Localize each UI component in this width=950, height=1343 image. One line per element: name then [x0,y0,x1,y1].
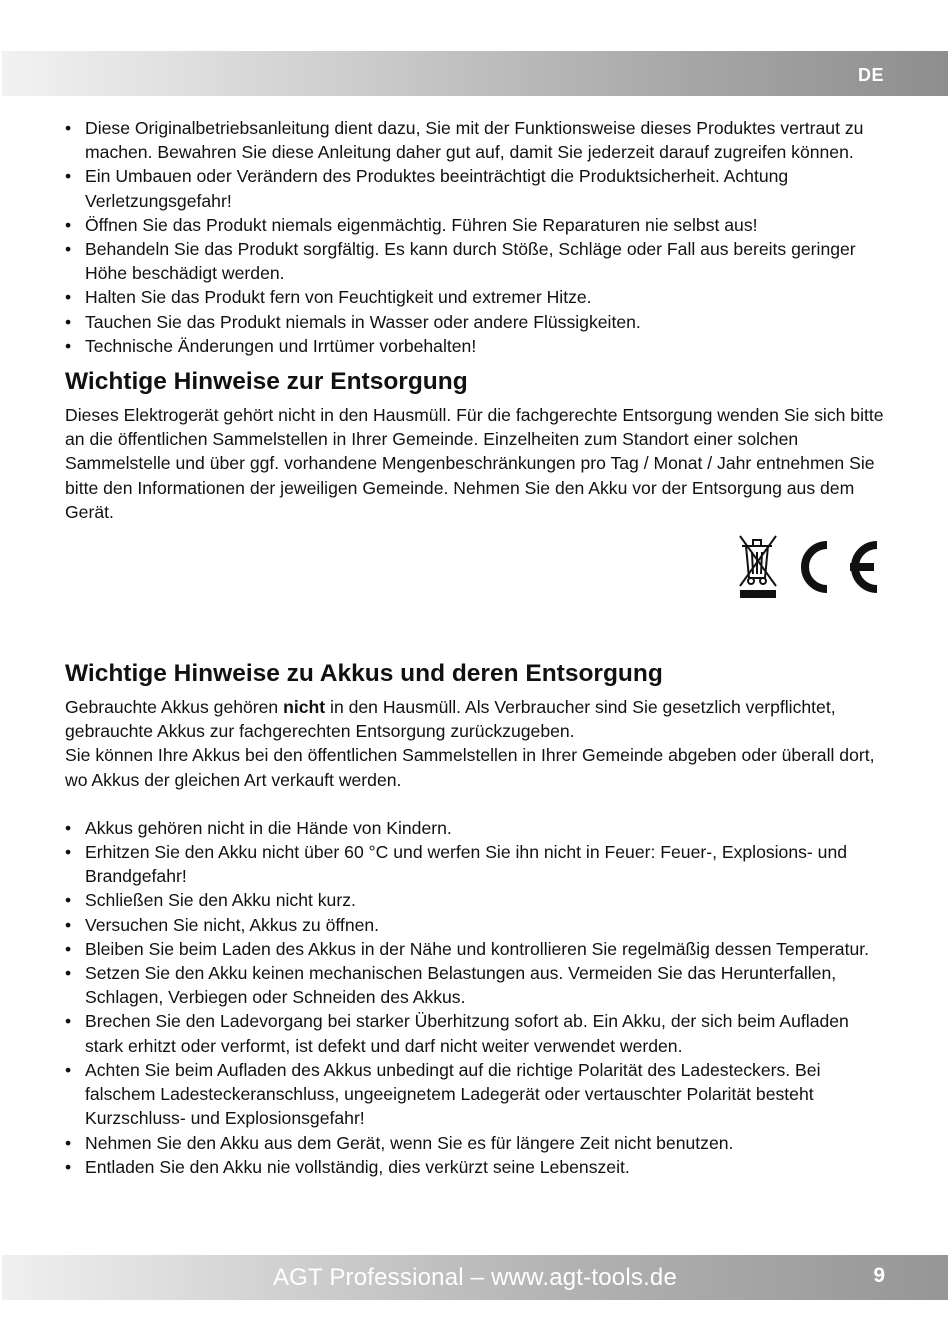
battery-p1-start: Gebrauchte Akkus gehören [65,697,284,718]
bullet-icon: • [65,1132,72,1153]
list-item-text: Ein Umbauen oder Verändern des Produktes beeinträchtigt die Produktsicherheit. Achtung Verletzungsgefahr! [85,166,789,211]
list-item-text: Brechen Sie den Ladevorgang bei starker Überhitzung sofort ab. Ein Akku, der sich beim Aufladen stark erhitzt oder verformt, ist defekt und darf nicht weiter verwendet werden. [85,1011,849,1056]
list-item [65,937,890,961]
header-bar [2,51,948,96]
disposal-paragraph: Dieses Elektrogerät gehört nicht in den Hausmüll. Für die fachgerechte Entsorgung wenden Sie sich bitte an die öffentlichen Sammelstellen in Ihrer Gemeinde. Einzelheiten zum Standort einer solchen Sammelstelle und über ggf. vorhandene Mengenbeschränkungen pro Tag / Monat / Jahr entnehmen Sie bitte den Informationen der jeweiligen Gemeinde. Nehmen Sie den Akku vor der Entsorgung aus dem Gerät. [65,405,884,522]
battery-bullet-list [65,816,890,1179]
spacer [65,792,890,816]
list-item-text: Öffnen Sie das Produkt niemals eigenmächtig. Führen Sie Reparaturen nie selbst aus! [85,214,758,235]
list-item [65,888,890,912]
list-item [65,116,890,164]
list-item [65,1009,890,1057]
battery-paragraph-1 [65,695,890,743]
list-item [65,1058,890,1131]
language-label: DE [857,65,884,85]
bullet-icon: • [65,239,72,260]
bullet-icon: • [65,311,72,332]
list-item-text: Technische Änderungen und Irrtümer vorbehalten! [85,335,477,356]
bullet-icon: • [65,914,72,935]
ce-mark-icon [805,545,877,589]
list-item [65,816,890,840]
battery-p1-end: in den Hausmüll. Als Verbraucher sind Sie gesetzlich verpflichtet, gebrauchte Akkus zur fachgerechten Entsorgung zurückzugeben. [65,697,836,742]
list-item [65,334,890,358]
disposal-heading: Wichtige Hinweise zur Entsorgung [65,368,468,396]
weee-crossed-bin-icon [740,536,776,586]
bullet-icon: • [65,166,72,187]
list-item [65,961,890,1009]
footer-bar [2,1255,948,1300]
certification-symbols [65,534,890,614]
weee-bar [740,590,776,598]
list-item-text: Schließen Sie den Akku nicht kurz. [85,890,356,911]
list-item-text: Akkus gehören nicht in die Hände von Kindern. [85,817,452,838]
list-item [65,1131,890,1155]
list-item-text: Erhitzen Sie den Akku nicht über 60 °C und werfen Sie ihn nicht in Feuer: Feuer-, Explosions- und Brandgefahr! [85,842,848,887]
list-item-text: Setzen Sie den Akku keinen mechanischen Belastungen aus. Vermeiden Sie das Herunterfallen, Schlagen, Verbiegen oder Schneiden des Akkus. [85,963,837,1008]
list-item [65,237,890,285]
list-item [65,164,890,212]
list-item-text: Versuchen Sie nicht, Akkus zu öffnen. [85,914,380,935]
bullet-icon: • [65,963,72,984]
list-item [65,1155,890,1179]
battery-paragraph-2: Sie können Ihre Akkus bei den öffentlichen Sammelstellen in Ihrer Gemeinde abgeben oder überall dort, wo Akkus der gleichen Art verkauft werden. [65,745,875,790]
list-item-text: Bleiben Sie beim Laden des Akkus in der Nähe und kontrollieren Sie regelmäßig dessen Temperatur. [85,938,870,959]
battery-heading: Wichtige Hinweise zu Akkus und deren Entsorgung [65,660,663,688]
list-item [65,285,890,309]
list-item-text: Achten Sie beim Aufladen des Akkus unbedingt auf die richtige Polarität des Ladesteckers. Bei falschem Ladesteckeranschluss, ungeeignetem Ladegerät oder vertauschter Polarität besteht Kurzschluss- und Explosionsgefahr! [85,1059,821,1129]
list-item-text: Behandeln Sie das Produkt sorgfältig. Es kann durch Stöße, Schläge oder Fall aus bereits geringer Höhe beschädigt werden. [85,239,856,284]
list-item-text: Entladen Sie den Akku nie vollständig, dies verkürzt seine Lebenszeit. [85,1156,630,1177]
list-item [65,310,890,334]
page-content [65,116,890,1179]
list-item-text: Nehmen Sie den Akku aus dem Gerät, wenn Sie es für längere Zeit nicht benutzen. [85,1132,734,1153]
list-item-text: Halten Sie das Produkt fern von Feuchtigkeit und extremer Hitze. [85,287,592,308]
list-item-text: Tauchen Sie das Produkt niemals in Wasser oder andere Flüssigkeiten. [85,311,641,332]
page-number: 9 [873,1264,885,1287]
list-item [65,840,890,888]
bullet-icon: • [65,335,72,356]
bullet-icon: • [65,1011,72,1032]
bullet-icon: • [65,1156,72,1177]
bullet-icon: • [65,817,72,838]
bullet-icon: • [65,1059,72,1080]
intro-bullet-list [65,116,890,358]
footer-text: AGT Professional – www.agt-tools.de [272,1264,678,1291]
certification-marks [738,534,888,600]
bullet-icon: • [65,890,72,911]
bullet-icon: • [65,938,72,959]
list-item [65,913,890,937]
bullet-icon: • [65,287,72,308]
list-item [65,213,890,237]
bullet-icon: • [65,842,72,863]
list-item-text: Diese Originalbetriebsanleitung dient dazu, Sie mit der Funktionsweise dieses Produktes vertraut zu machen. Bewahren Sie diese Anleitung daher gut auf, damit Sie jederzeit darauf zugreifen können. [85,118,864,163]
bullet-icon: • [65,214,72,235]
bullet-icon: • [65,118,72,138]
battery-p1-bold: nicht [283,697,326,718]
